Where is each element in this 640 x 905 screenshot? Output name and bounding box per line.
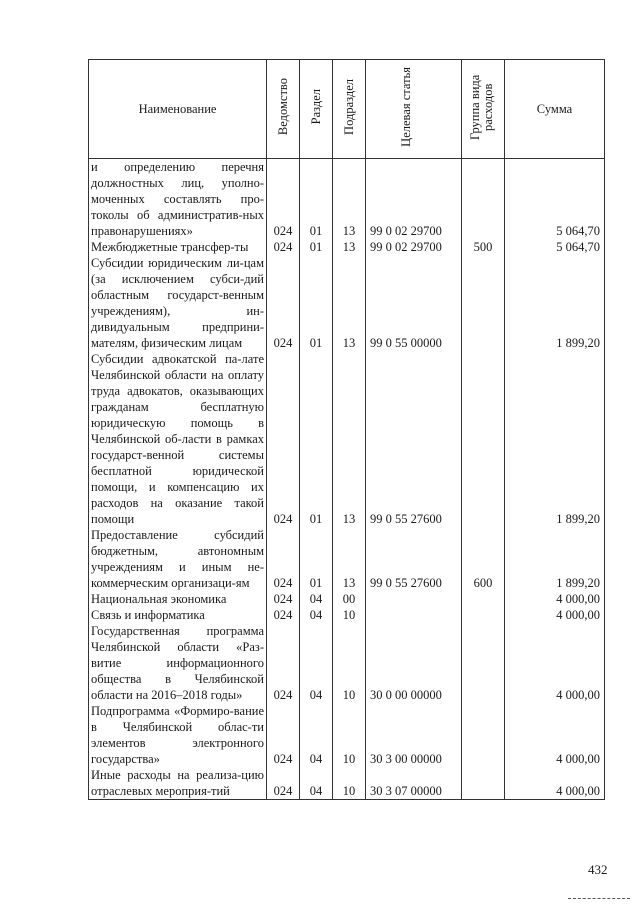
row-amount: 4 000,00 — [505, 703, 605, 767]
row-target: 30 3 00 00000 — [366, 703, 462, 767]
row-subsection: 10 — [333, 623, 366, 703]
table-row — [89, 527, 605, 591]
table-row — [89, 351, 605, 527]
row-ministry: 024 — [267, 623, 300, 703]
row-ministry: 024 — [267, 767, 300, 800]
table-row — [89, 591, 605, 607]
row-target: 99 0 55 27600 — [366, 351, 462, 527]
header-name: Наименование — [89, 60, 267, 159]
row-section: 01 — [300, 351, 333, 527]
header-target-article: Целевая статья — [366, 60, 462, 159]
row-ministry: 024 — [267, 591, 300, 607]
row-subsection: 13 — [333, 527, 366, 591]
row-name: Национальная экономика — [89, 591, 267, 607]
row-group — [462, 607, 505, 623]
row-target — [366, 607, 462, 623]
row-ministry: 024 — [267, 159, 300, 240]
row-section: 01 — [300, 255, 333, 351]
table-row — [89, 255, 605, 351]
row-amount: 4 000,00 — [505, 591, 605, 607]
row-section: 04 — [300, 607, 333, 623]
row-name: Межбюджетные трансфер-ты — [89, 239, 267, 255]
row-name: Подпрограмма «Формиро-вание в Челябинской облас-ти элементов электронного государства» — [89, 703, 267, 767]
table-row — [89, 159, 605, 240]
row-ministry: 024 — [267, 527, 300, 591]
row-group — [462, 351, 505, 527]
row-amount: 4 000,00 — [505, 623, 605, 703]
row-group — [462, 255, 505, 351]
row-subsection: 13 — [333, 159, 366, 240]
row-target: 99 0 55 00000 — [366, 255, 462, 351]
table-row — [89, 703, 605, 767]
row-ministry: 024 — [267, 351, 300, 527]
row-name: и определению перечня должностных лиц, уполно-моченных составлять про-токолы об административ-ных правонарушениях» — [89, 159, 267, 240]
row-section: 04 — [300, 703, 333, 767]
row-group: 500 — [462, 239, 505, 255]
table-row — [89, 767, 605, 800]
row-target: 30 0 00 00000 — [366, 623, 462, 703]
row-group — [462, 591, 505, 607]
row-ministry: 024 — [267, 703, 300, 767]
row-amount: 5 064,70 — [505, 239, 605, 255]
row-name: Связь и информатика — [89, 607, 267, 623]
row-group — [462, 767, 505, 800]
row-subsection: 13 — [333, 239, 366, 255]
row-subsection: 10 — [333, 703, 366, 767]
row-target: 99 0 02 29700 — [366, 159, 462, 240]
row-ministry: 024 — [267, 239, 300, 255]
row-group — [462, 159, 505, 240]
row-subsection: 10 — [333, 767, 366, 800]
row-amount: 4 000,00 — [505, 767, 605, 800]
row-target: 99 0 02 29700 — [366, 239, 462, 255]
row-amount: 1 899,20 — [505, 351, 605, 527]
row-group — [462, 623, 505, 703]
row-section: 01 — [300, 239, 333, 255]
bottom-rule — [568, 898, 630, 899]
row-name: Предоставление субсидий бюджетным, автономным учреждениям и иным не-коммерческим организаци-ям — [89, 527, 267, 591]
header-subsection: Подраздел — [333, 60, 366, 159]
row-section: 01 — [300, 527, 333, 591]
row-section: 04 — [300, 591, 333, 607]
row-amount: 5 064,70 — [505, 159, 605, 240]
row-group — [462, 703, 505, 767]
budget-table — [88, 59, 605, 800]
row-target: 30 3 07 00000 — [366, 767, 462, 800]
header-expense-group: Группа вида расходов — [462, 60, 505, 159]
row-name: Иные расходы на реализа-цию отраслевых мероприя-тий — [89, 767, 267, 800]
row-section: 04 — [300, 623, 333, 703]
row-subsection: 13 — [333, 255, 366, 351]
table-row — [89, 239, 605, 255]
row-amount: 1 899,20 — [505, 527, 605, 591]
header-amount: Сумма — [505, 60, 605, 159]
row-ministry: 024 — [267, 255, 300, 351]
row-name: Субсидии адвокатской па-лате Челябинской области на оплату труда адвокатов, оказывающих гражданам бесплатную юридическую помощь в Челябинской об-ласти в рамках государст-венной системы бесплатной юридической помощи, и компенсацию их расходов на оказание такой помощи — [89, 351, 267, 527]
page-number: 432 — [588, 862, 608, 877]
row-name: Субсидии юридическим ли-цам (за исключением субси-дий областным государст-венным учреждениям), ин-дивидуальным предприни-мателям, физическим лицам — [89, 255, 267, 351]
row-subsection: 00 — [333, 591, 366, 607]
row-amount: 1 899,20 — [505, 255, 605, 351]
row-target — [366, 591, 462, 607]
row-group: 600 — [462, 527, 505, 591]
header-section: Раздел — [300, 60, 333, 159]
row-subsection: 10 — [333, 607, 366, 623]
table-row — [89, 607, 605, 623]
row-section: 01 — [300, 159, 333, 240]
row-subsection: 13 — [333, 351, 366, 527]
table-header-row — [89, 60, 605, 159]
row-section: 04 — [300, 767, 333, 800]
row-amount: 4 000,00 — [505, 607, 605, 623]
header-ministry: Ведомство — [267, 60, 300, 159]
row-target: 99 0 55 27600 — [366, 527, 462, 591]
row-ministry: 024 — [267, 607, 300, 623]
table-row — [89, 623, 605, 703]
row-name: Государственная программа Челябинской области «Раз-витие информационного общества в Челябинской области на 2016–2018 годы» — [89, 623, 267, 703]
